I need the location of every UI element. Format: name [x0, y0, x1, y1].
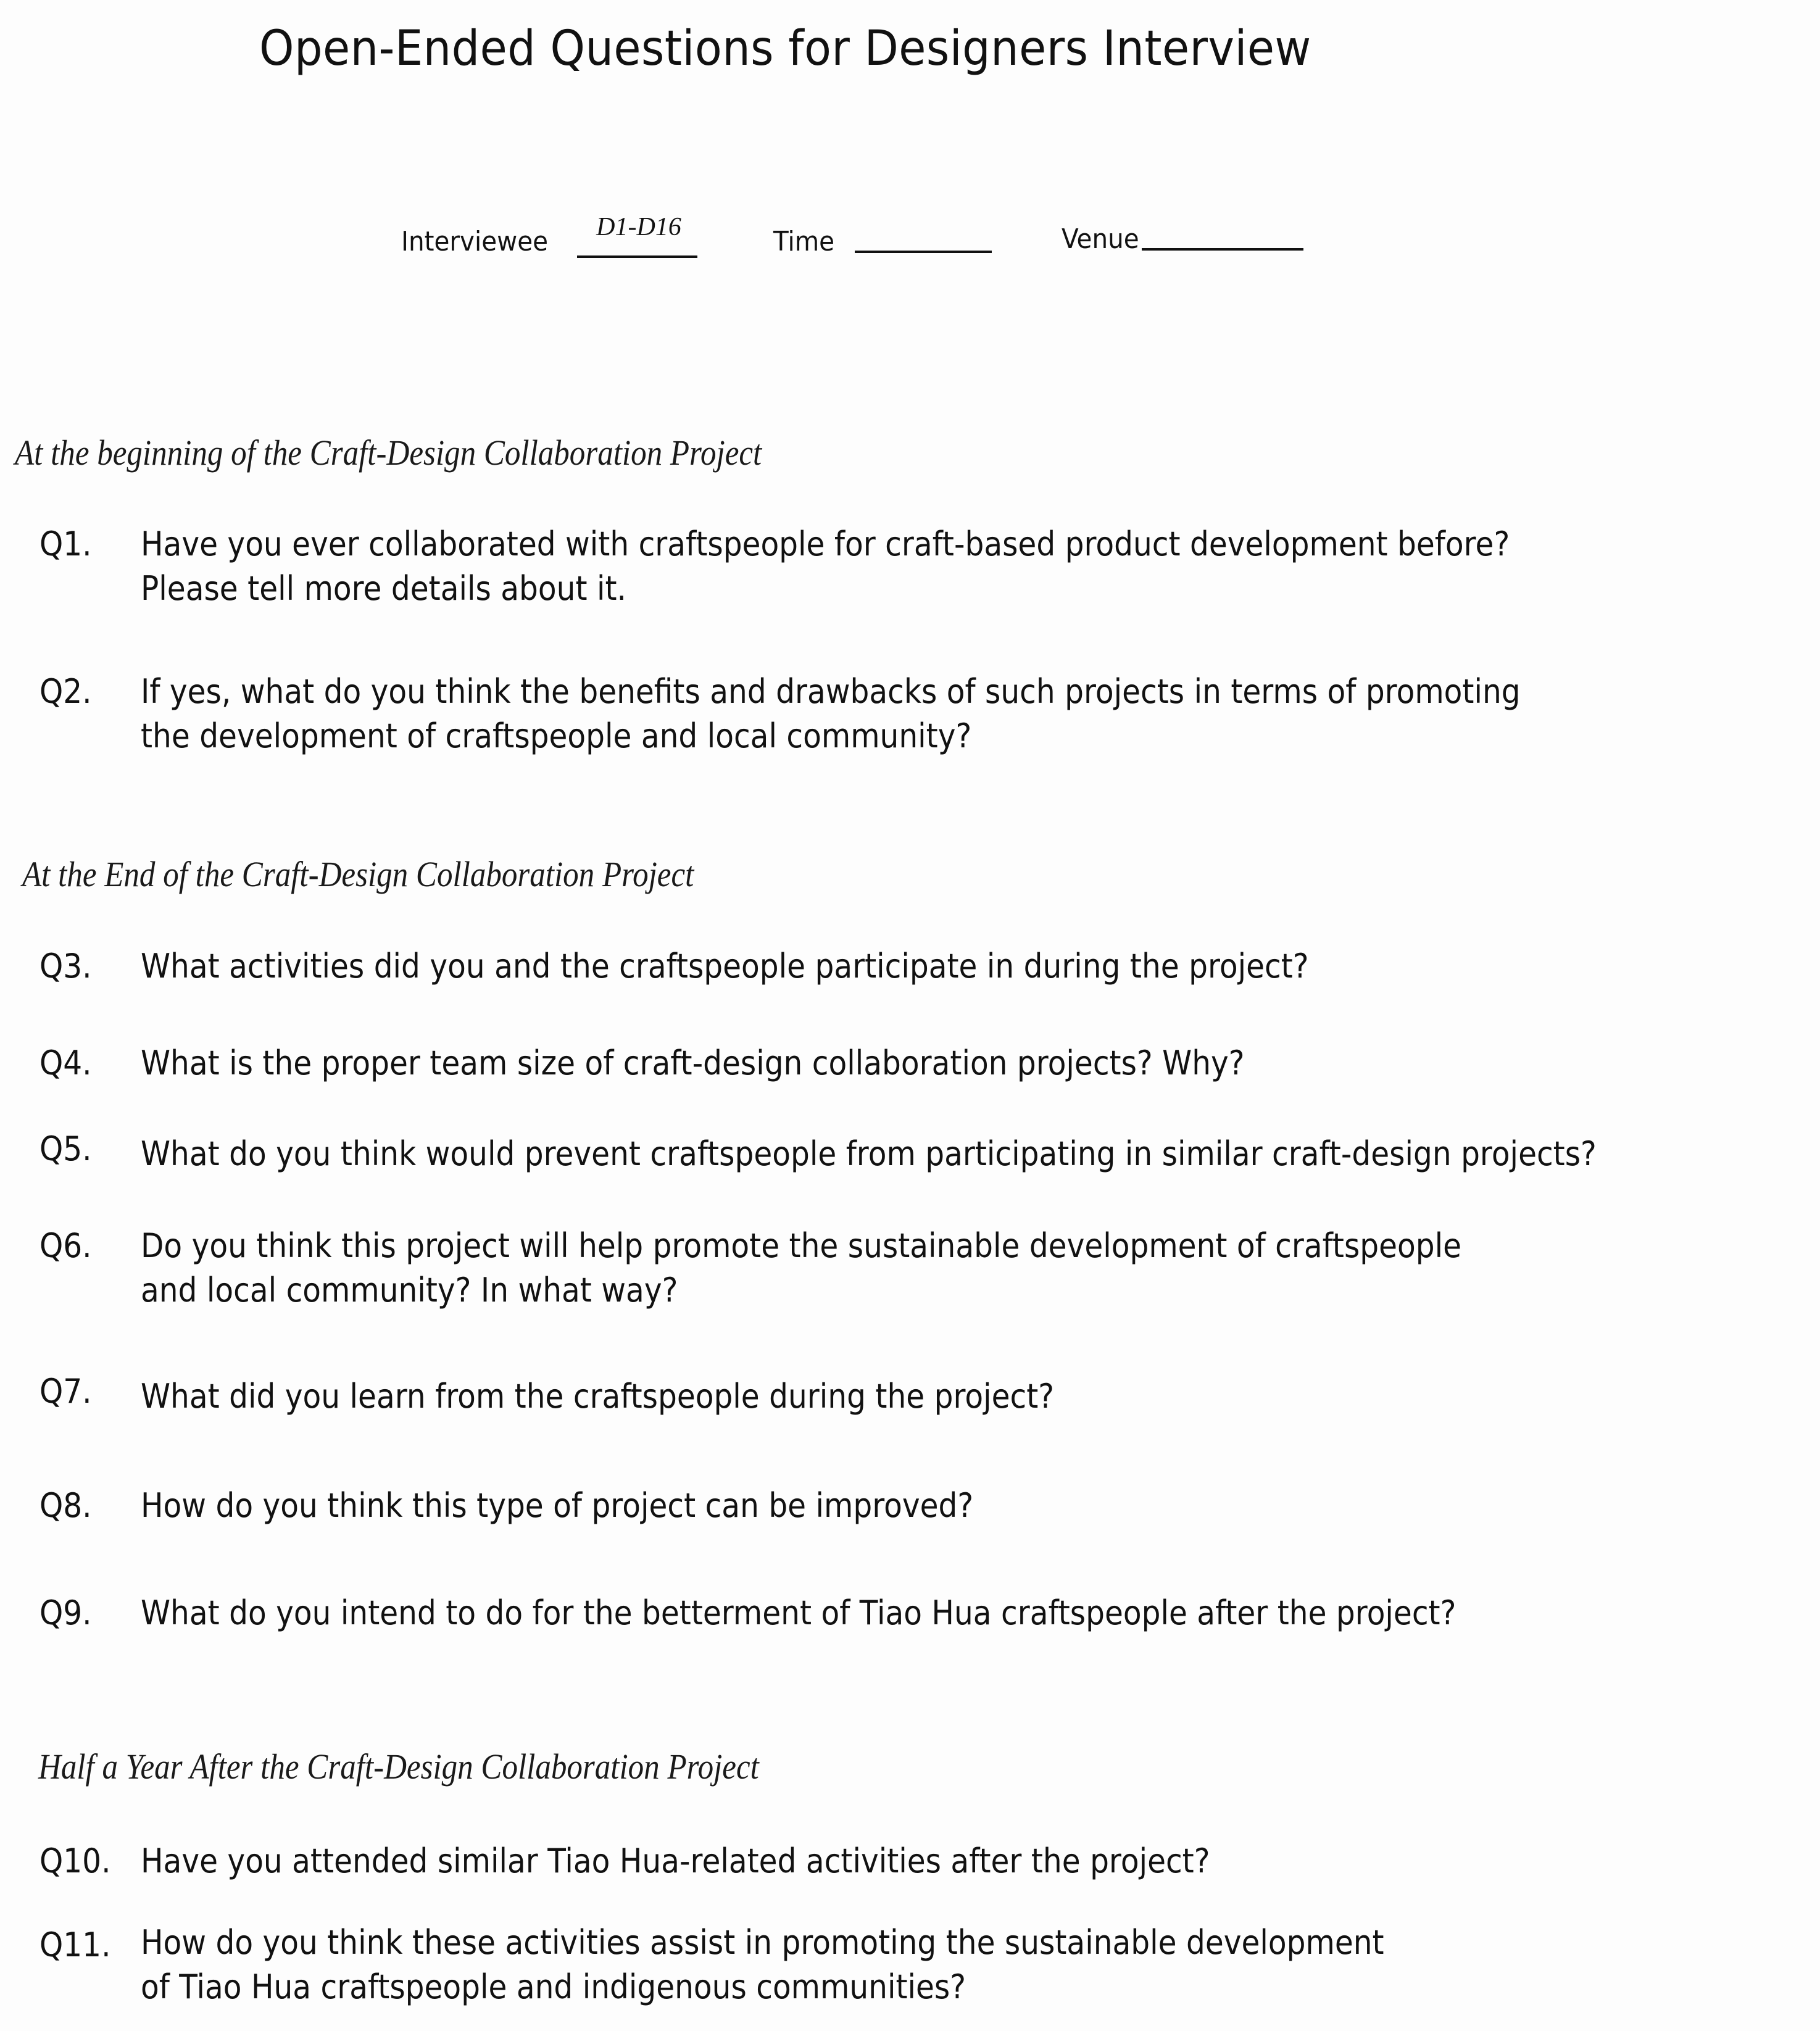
question-text: What did you learn from the craftspeople during the project? [141, 1377, 1055, 1416]
section-heading-half-year: Half a Year After the Craft-Design Collaboration Project [38, 1746, 759, 1787]
question-number: Q2. [39, 672, 92, 711]
question-text: If yes, what do you think the benefits and drawbacks of such projects in terms of promoting the development of craftspeople and local community? [141, 672, 1521, 755]
question-text: Have you attended similar Tiao Hua-related activities after the project? [141, 1842, 1210, 1880]
question-number: Q11. [39, 1925, 111, 1964]
question-number: Q4. [39, 1044, 92, 1082]
question-text: What activities did you and the craftspeople participate in during the project? [141, 947, 1309, 986]
document-title: Open-Ended Questions for Designers Interview [259, 21, 1311, 77]
interviewee-label: Interviewee [401, 226, 549, 257]
question-text: What do you intend to do for the betterment of Tiao Hua craftspeople after the project? [141, 1593, 1456, 1632]
venue-field-line [1142, 248, 1303, 251]
question-number: Q7. [39, 1372, 92, 1411]
time-label: Time [773, 226, 835, 257]
section-heading-end: At the End of the Craft-Design Collaboration Project [22, 854, 694, 894]
question-text: Have you ever collaborated with craftspeople for craft-based product development before? Please tell more details about it. [141, 525, 1510, 608]
interview-meta-row [0, 213, 1820, 265]
question-number: Q9. [39, 1593, 92, 1632]
question-text: How do you think these activities assist in promoting the sustainable development of Tiao Hua craftspeople and indigenous communities? [141, 1923, 1384, 2006]
question-text: How do you think this type of project can be improved? [141, 1486, 974, 1525]
question-text: What do you think would prevent craftspeople from participating in similar craft-design projects? [141, 1134, 1597, 1173]
interviewee-value: D1-D16 [596, 213, 681, 241]
section-heading-beginning: At the beginning of the Craft-Design Collaboration Project [15, 433, 762, 473]
question-number: Q10. [39, 1842, 111, 1880]
question-text: What is the proper team size of craft-design collaboration projects? Why? [141, 1044, 1245, 1082]
question-number: Q3. [39, 947, 92, 986]
question-number: Q6. [39, 1226, 92, 1265]
venue-label: Venue [1062, 223, 1139, 255]
time-field-line [855, 251, 992, 253]
interviewee-field-line [577, 255, 697, 258]
question-number: Q8. [39, 1486, 92, 1525]
question-text: Do you think this project will help promote the sustainable development of craftspeople and local community? In what way? [141, 1226, 1462, 1310]
question-number: Q5. [39, 1129, 92, 1168]
question-number: Q1. [39, 525, 92, 563]
